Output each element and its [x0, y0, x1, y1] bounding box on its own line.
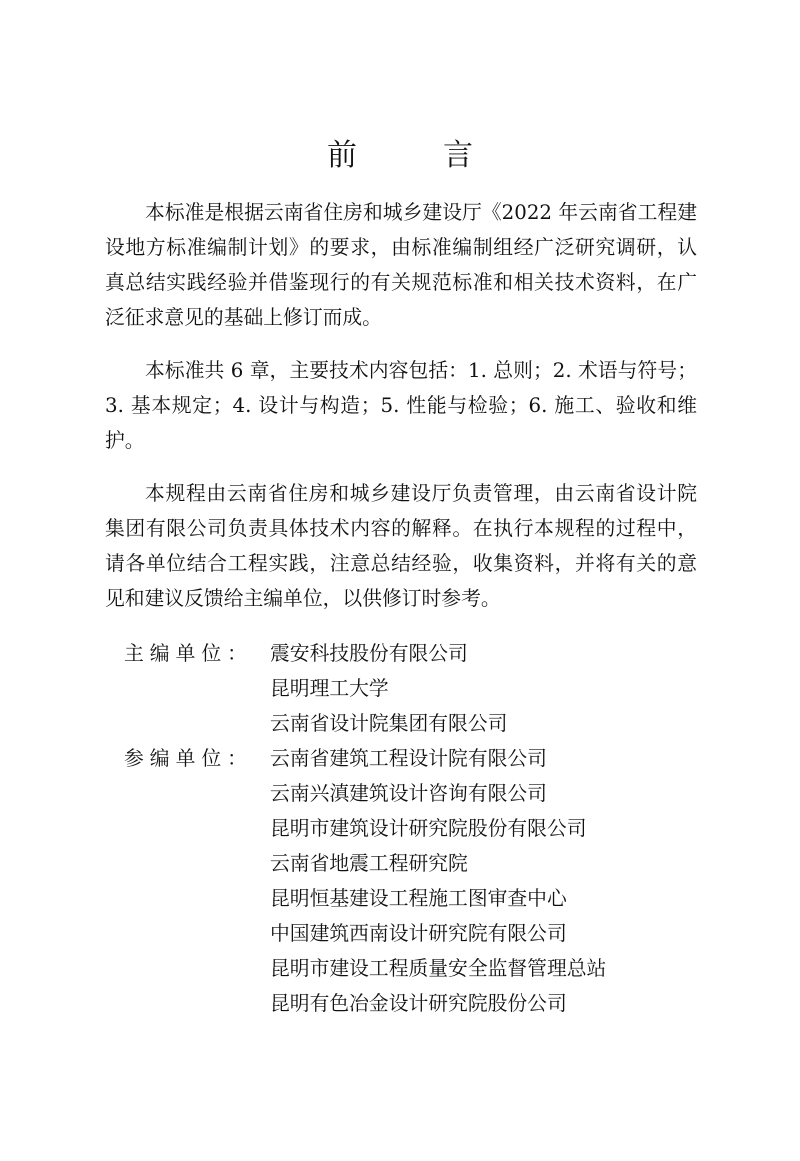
participating-editor-unit: 云南兴滇建筑设计咨询有限公司 — [270, 782, 547, 805]
participating-editor-unit: 昆明恒基建设工程施工图审查中心 — [270, 887, 567, 910]
editor-units-section — [124, 636, 724, 1021]
page-title: 前 言 — [327, 138, 501, 173]
participating-editor-unit: 云南省建筑工程设计院有限公司 — [270, 747, 547, 770]
participating-editor-group — [124, 741, 724, 1021]
preface-paragraph-3: 本规程由云南省住房和城乡建设厅负责管理，由云南省设计院集团有限公司负责具体技术内容的解释。在执行本规程的过程中，请各单位结合工程实践，注意总结经验，收集资料，并将有关的意见和建议反馈给主编单位，以供修订时参考。 — [105, 482, 697, 610]
participating-editor-unit: 昆明市建筑设计研究院股份有限公司 — [270, 817, 587, 840]
chief-editor-list — [270, 636, 507, 741]
participating-editor-unit: 昆明市建设工程质量安全监督管理总站 — [270, 957, 607, 980]
preface-paragraph-2: 本标准共 6 章，主要技术内容包括：1. 总则；2. 术语与符号；3. 基本规定；4. 设计与构造；5. 性能与检验；6. 施工、验收和维护。 — [105, 359, 697, 452]
chief-editor-unit: 震安科技股份有限公司 — [270, 642, 468, 665]
participating-editor-label: 参编单位： — [124, 747, 253, 770]
chief-editor-unit: 云南省设计院集团有限公司 — [270, 712, 508, 735]
chief-editor-label: 主编单位： — [124, 642, 253, 665]
chief-editor-unit: 昆明理工大学 — [270, 677, 389, 700]
chief-editor-group — [124, 636, 724, 741]
participating-editor-unit: 云南省地震工程研究院 — [270, 852, 468, 875]
participating-editor-unit: 中国建筑西南设计研究院有限公司 — [270, 922, 567, 945]
participating-editor-list — [270, 741, 606, 1021]
participating-editor-unit: 昆明有色冶金设计研究院股份公司 — [270, 992, 567, 1015]
preface-paragraph-1: 本标准是根据云南省住房和城乡建设厅《2022 年云南省工程建设地方标准编制计划》的要求，由标准编制组经广泛研究调研，认真总结实践经验并借鉴现行的有关规范标准和相关技术资料，在广泛征求意见的基础上修订而成。 — [105, 201, 697, 329]
